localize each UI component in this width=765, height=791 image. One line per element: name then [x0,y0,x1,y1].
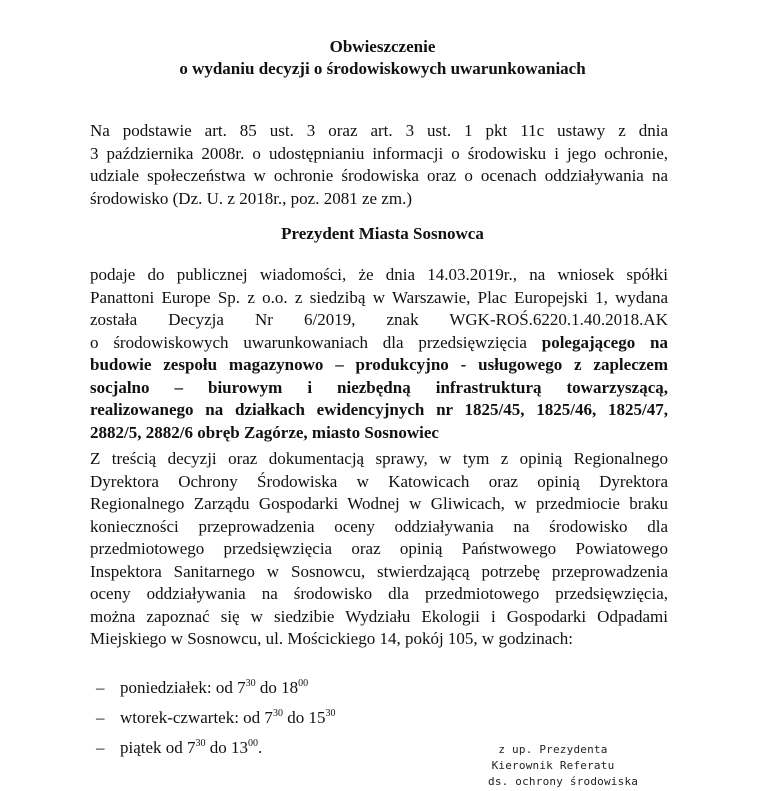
title-line-2: o wydaniu decyzji o środowiskowych uwarunkowaniach [179,59,586,78]
hours-to-minutes: 30 [325,708,336,719]
hours-to-minutes: 00 [298,678,309,689]
hours-item [96,708,335,728]
hours-to-minutes: 00 [248,738,259,749]
decision-paragraph [90,264,668,444]
decision-line: socjalno – biurowym i niezbędną infrastrukturą towarzyszącą, [90,377,668,397]
legal-basis-paragraph [90,120,668,210]
legal-line: środowisko (Dz. U. z 2018r., poz. 2081 ze zm.) [90,188,412,208]
content-line: można zapoznać się w siedzibie Wydziału Ekologii i Gospodarki Odpadami [90,606,668,626]
content-line: Inspektora Sanitarnego w Sosnowcu, stwierdzającą potrzebę przeprowadzenia [90,561,668,581]
decision-line: Panattoni Europe Sp. z o.o. z siedzibą w Warszawie, Plac Europejski 1, wydana [90,287,668,307]
hours-item [96,678,308,698]
list-dash: – [96,708,105,727]
hours-item [96,738,262,758]
stamp-line: ds. ochrony środowiska [488,775,639,788]
decision-line: podaje do publicznej wiadomości, że dnia 14.03.2019r., na wniosek spółki [90,265,668,284]
content-line: Miejskiego w Sosnowcu, ul. Mościckiego 14, pokój 105, w godzinach: [90,629,574,648]
hours-from-minutes: 30 [245,678,256,689]
content-paragraph [90,448,668,651]
authority-heading: Prezydent Miasta Sosnowca [281,224,484,243]
decision-line: realizowanego na działkach ewidencyjnych nr 1825/45, 1825/46, 1825/47, [90,400,668,419]
hours-label: wtorek-czwartek: od 7 [120,708,273,727]
content-line: konieczności przeprowadzenia oceny oddziaływania na środowisko dla [90,516,668,536]
hours-from-minutes: 30 [272,708,283,719]
document-title [0,36,765,80]
content-line: Regionalnego Zarządu Gospodarki Wodnej w Gliwicach, w przedmiocie braku [90,494,668,513]
decision-line-bold: polegającego na [541,332,668,352]
hours-to: do 13 [205,738,249,757]
decision-line: 2882/5, 2882/6 obręb Zagórze, miasto Sosnowiec [90,422,439,442]
decision-line: została Decyzja Nr 6/2019, znak WGK-ROŚ.6220.1.40.2018.AK [90,310,668,329]
content-line: Z treścią decyzji oraz dokumentacją sprawy, w tym z opinią Regionalnego [90,449,668,468]
decision-line: budowie zespołu magazynowo – produkcyjno - usługowego z zapleczem [90,355,668,374]
title-line-1: Obwieszczenie [329,37,436,56]
legal-line: Na podstawie art. 85 ust. 3 oraz art. 3 ust. 1 pkt 11c ustawy z dnia [90,121,668,140]
stamp-line: Kierownik Referatu [491,759,615,772]
hours-end: . [258,738,263,757]
legal-line: udziale społeczeństwa w ochronie środowiska oraz o ocenach oddziaływania na [90,166,668,185]
content-line: przedmiotowego przedsięwzięcia oraz opinią Państwowego Powiatowego [90,539,668,558]
content-line: Dyrektora Ochrony Środowiska w Katowicach oraz opinią Dyrektora [90,471,668,491]
list-dash: – [96,738,105,757]
official-stamp [488,742,639,790]
hours-from-minutes: 30 [195,738,206,749]
hours-label: piątek od 7 [120,738,196,757]
legal-line: 3 października 2008r. o udostępnianiu informacji o środowisku i jego ochronie, [90,143,668,163]
hours-to: do 18 [255,678,299,697]
decision-line-plain: o środowiskowych uwarunkowaniach dla przedsięwzięcia [90,332,542,352]
decision-line [90,332,668,355]
content-line: oceny oddziaływania na środowisko dla przedmiotowego przedsięwzięcia, [90,584,668,603]
hours-to: do 15 [282,708,326,727]
stamp-line: z up. Prezydenta [498,743,608,756]
hours-label: poniedziałek: od 7 [120,678,246,697]
list-dash: – [96,678,105,697]
